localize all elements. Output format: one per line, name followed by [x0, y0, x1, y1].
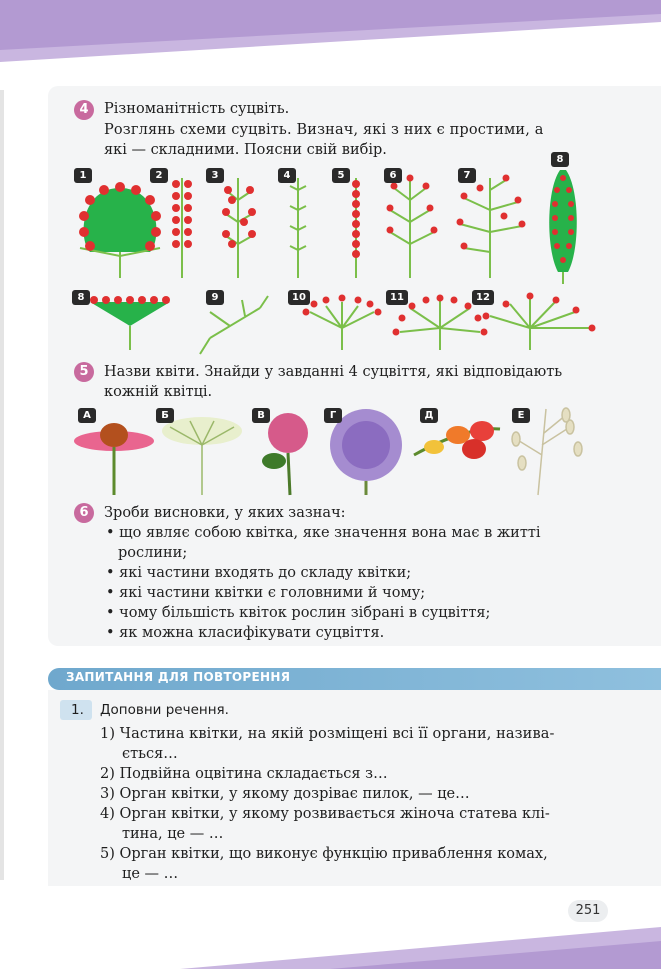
task-6-bullet-5: • як можна класифікувати суцвіття. — [106, 625, 385, 641]
top-decorative-band — [0, 0, 661, 62]
question-text: Доповни речення. — [100, 702, 229, 718]
scheme-label-3: 3 — [206, 168, 224, 183]
flower-label-h: Г — [324, 408, 342, 423]
task-6-number: 6 — [74, 503, 94, 523]
flower-label-b: Б — [156, 408, 174, 423]
scheme-label-1: 1 — [74, 168, 92, 183]
task-4-title: Різноманітність суцвіть. — [104, 101, 290, 117]
task-4-line1: Розглянь схеми суцвіть. Визнач, які з них є простими, а — [104, 122, 544, 138]
review-item-3: 3) Орган квітки, у якому дозріває пилок, — це… — [100, 786, 470, 802]
review-item-1-cont: ється… — [122, 746, 178, 762]
task-6-intro: Зроби висновки, у яких зазнач: — [104, 505, 346, 521]
flower-label-d: Д — [420, 408, 438, 423]
task-6-bullet-1-cont: рослини; — [118, 545, 188, 561]
task-5-number: 5 — [74, 362, 94, 382]
bottom-decorative-band — [0, 909, 661, 969]
task-4-number: 4 — [74, 100, 94, 120]
task-6-bullet-1: • що являє собою квітка, яке значення вона має в житті — [106, 525, 541, 541]
review-heading: ЗАПИТАННЯ ДЛЯ ПОВТОРЕННЯ — [66, 670, 291, 684]
scheme-label-2: 2 — [150, 168, 168, 183]
review-item-1: 1) Частина квітки, на якій розміщені всі її органи, назива- — [100, 726, 555, 742]
review-heading-bar — [48, 668, 661, 690]
review-item-5-cont: це — … — [122, 866, 179, 882]
scheme-label-11: 11 — [386, 290, 408, 305]
scheme-label-7: 7 — [458, 168, 476, 183]
flower-label-a: А — [78, 408, 96, 423]
review-item-4: 4) Орган квітки, у якому розвивається жіноча статева клі- — [100, 806, 550, 822]
scheme-label-8: 8 — [551, 152, 569, 167]
review-item-4-cont: тина, це — … — [122, 826, 224, 842]
scheme-label-6: 6 — [384, 168, 402, 183]
task-5-line2: кожній квітці. — [104, 384, 213, 400]
flower-label-e: Е — [512, 408, 530, 423]
page-number: 251 — [568, 900, 608, 922]
inflorescence-row-2 — [60, 288, 620, 358]
task-5-line1: Назви квіти. Знайди у завданні 4 суцвіття, які відповідають — [104, 364, 563, 380]
margin-strip — [0, 90, 4, 880]
task-4-line2: які — складними. Поясни свій вибір. — [104, 142, 387, 158]
scheme-label-4: 4 — [278, 168, 296, 183]
review-item-5: 5) Орган квітки, що виконує функцію приваблення комах, — [100, 846, 548, 862]
question-number: 1. — [71, 702, 84, 718]
scheme-label-8b: 8 — [72, 290, 90, 305]
scheme-label-10: 10 — [288, 290, 310, 305]
task-6-bullet-3: • які частини квітки є головними й чому; — [106, 585, 426, 601]
scheme-label-5: 5 — [332, 168, 350, 183]
task-6-bullet-4: • чому більшість квіток рослин зібрані в суцвіття; — [106, 605, 491, 621]
scheme-label-9: 9 — [206, 290, 224, 305]
flower-label-v: В — [252, 408, 270, 423]
scheme-label-12: 12 — [472, 290, 494, 305]
task-6-bullet-2: • які частини входять до складу квітки; — [106, 565, 412, 581]
review-item-2: 2) Подвійна оцвітина складається з… — [100, 766, 388, 782]
